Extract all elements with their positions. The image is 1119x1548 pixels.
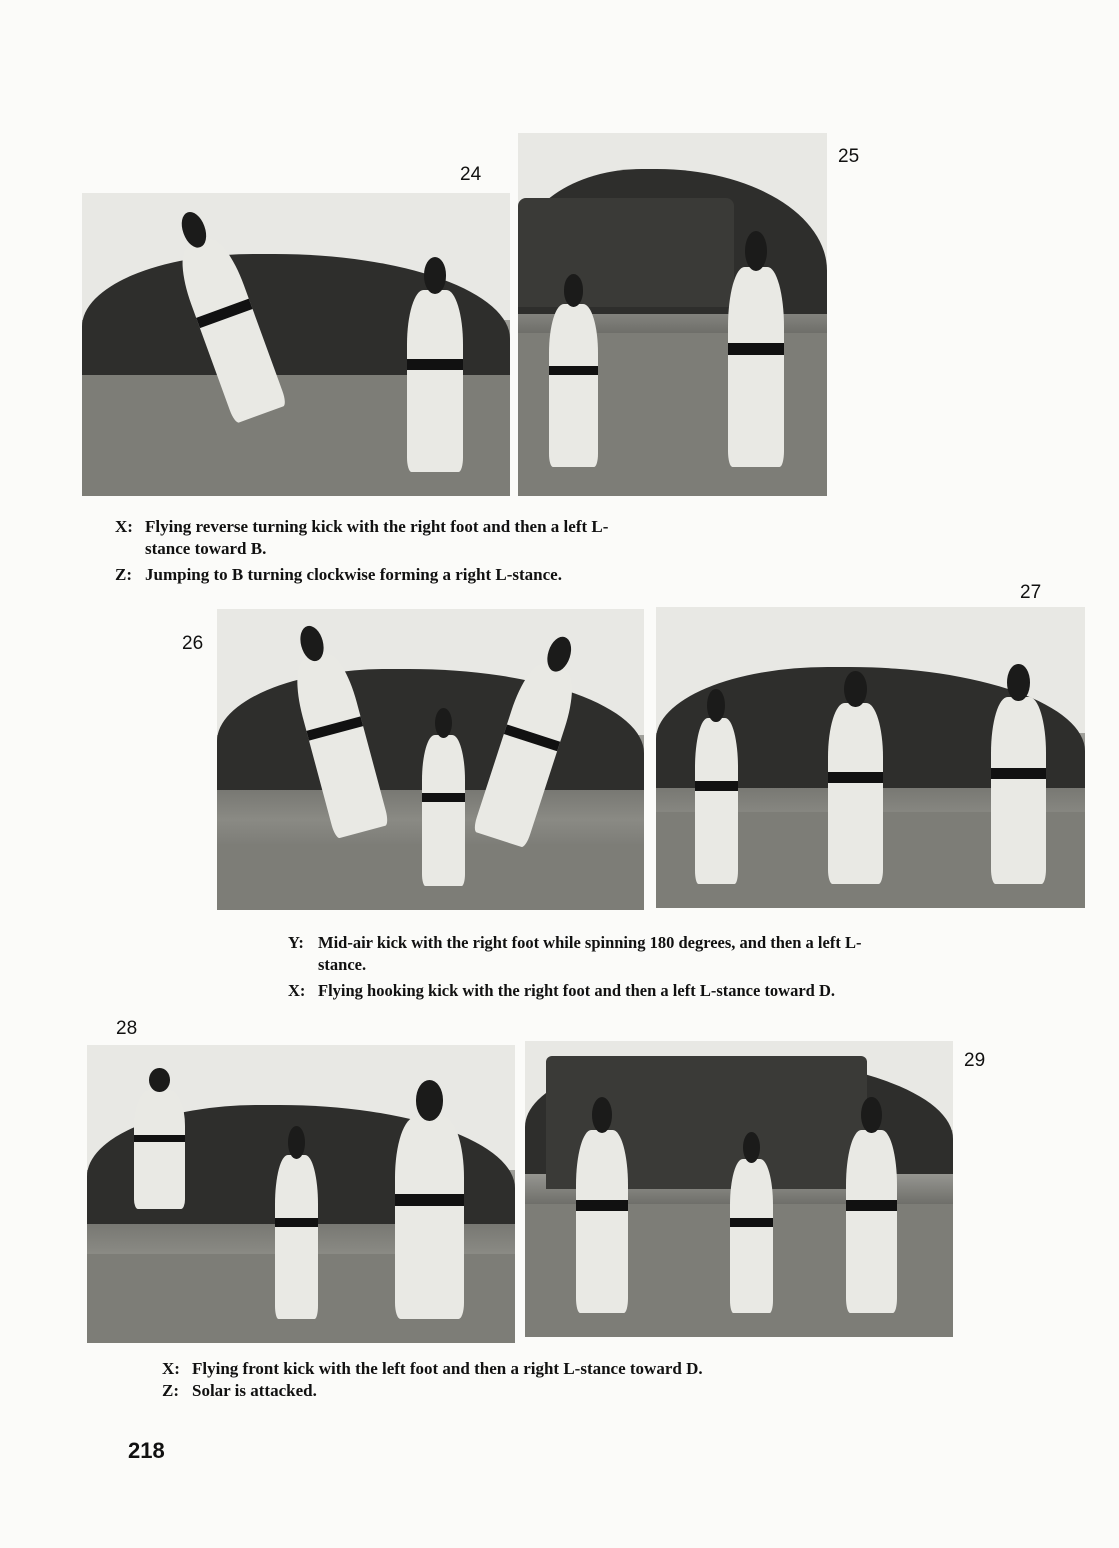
caption-text: Flying front kick with the left foot and then a right L-stance toward D.: [192, 1359, 703, 1378]
caption-label: X:: [288, 981, 306, 1000]
photo-number-24: 24: [460, 164, 482, 185]
photo-26: [217, 609, 644, 910]
caption-continuation: stance.: [318, 955, 367, 974]
caption-label: Z:: [115, 565, 132, 584]
caption-label: X:: [162, 1359, 180, 1378]
caption-line: [115, 564, 608, 586]
caption-line: [288, 932, 861, 954]
caption-label: X:: [115, 517, 133, 536]
photo-27: [656, 607, 1085, 908]
page-number: 218: [128, 1438, 165, 1463]
caption-continuation: stance toward B.: [145, 539, 267, 558]
caption-line: [288, 980, 861, 1002]
photo-29: [525, 1041, 953, 1337]
photo-28: [87, 1045, 515, 1343]
photo-24: [82, 193, 510, 496]
photo-number-28: 28: [116, 1018, 138, 1039]
caption-label: Z:: [162, 1381, 179, 1400]
caption-text: Flying reverse turning kick with the right foot and then a left L-: [145, 517, 609, 536]
photo-number-27: 27: [1020, 582, 1042, 603]
photo-25: [518, 133, 827, 496]
caption-line: [115, 516, 608, 538]
photo-number-26: 26: [182, 633, 204, 654]
caption-photos-24-25: [115, 516, 608, 586]
caption-label: Y:: [288, 933, 304, 952]
caption-text: Flying hooking kick with the right foot and then a left L-stance toward D.: [318, 981, 836, 1000]
caption-line: [162, 1380, 703, 1402]
caption-photos-26-27: [288, 932, 861, 1002]
caption-text: Solar is attacked.: [192, 1381, 317, 1400]
caption-line: [162, 1358, 703, 1380]
caption-text: Jumping to B turning clockwise forming a right L-stance.: [145, 565, 562, 584]
photo-number-25: 25: [838, 146, 860, 167]
photo-number-29: 29: [964, 1050, 986, 1071]
caption-photos-28-29: [162, 1358, 703, 1402]
caption-text: Mid-air kick with the right foot while spinning 180 degrees, and then a left L-: [318, 933, 862, 952]
